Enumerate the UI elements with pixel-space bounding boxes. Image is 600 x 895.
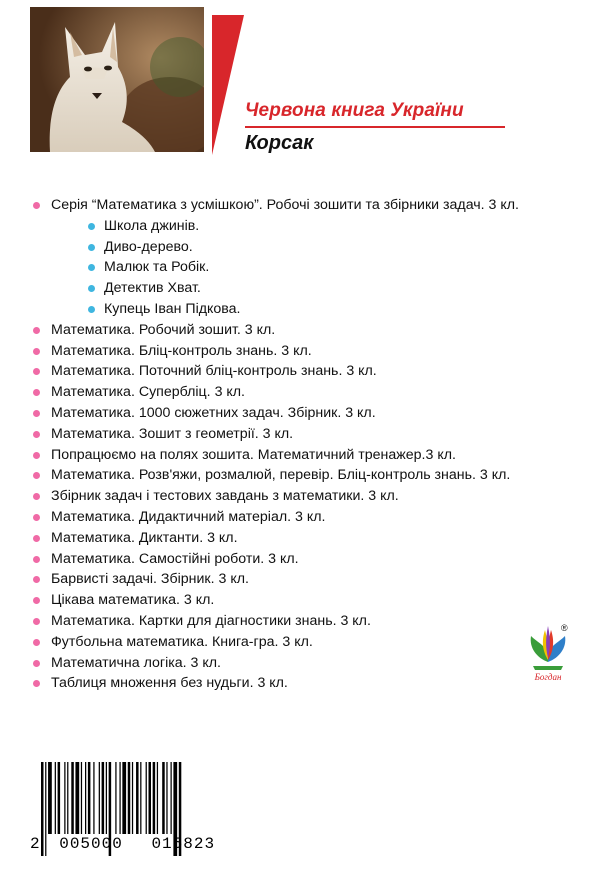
book-item-text: Математика. Самостійні роботи. 3 кл. bbox=[51, 550, 299, 567]
barcode-right-group: 015823 bbox=[151, 835, 216, 853]
barcode-bar bbox=[64, 762, 65, 834]
barcode-bar bbox=[136, 762, 139, 834]
book-item-text: Збірник задач і тестових завдань з математики. 3 кл. bbox=[51, 488, 399, 505]
book-list bbox=[33, 195, 598, 694]
barcode-bar bbox=[122, 762, 126, 834]
book-item bbox=[33, 424, 598, 445]
book-item bbox=[33, 465, 598, 486]
book-item bbox=[33, 507, 598, 528]
book-item-text: Цікава математика. 3 кл. bbox=[51, 592, 215, 609]
book-item-text: Серія “Математика з усмішкою”. Робочі зошити та збірники задач. 3 кл. bbox=[51, 197, 519, 213]
series-sub-item bbox=[88, 278, 598, 299]
barcode-bar bbox=[93, 762, 94, 834]
book-item-text: Футбольна математика. Книга-гра. 3 кл. bbox=[51, 633, 313, 650]
bullet-icon bbox=[33, 680, 40, 687]
barcode-bar bbox=[102, 762, 105, 834]
bullet-icon bbox=[33, 535, 40, 542]
barcode-bar bbox=[162, 762, 165, 834]
book-item bbox=[33, 653, 598, 674]
series-sub-item-text: Детектив Хват. bbox=[104, 280, 201, 297]
publisher-logo-text: Богдан bbox=[534, 672, 562, 682]
book-item-text: Барвисті задачі. Збірник. 3 кл. bbox=[51, 571, 249, 588]
barcode-bar bbox=[166, 762, 167, 834]
book-item bbox=[33, 528, 598, 549]
bullet-icon bbox=[33, 639, 40, 646]
barcode-first-digit: 2 bbox=[30, 835, 41, 853]
book-item-text: Математика. 1000 сюжетних задач. Збірник. 3 кл. bbox=[51, 404, 376, 421]
book-item bbox=[33, 673, 598, 694]
bullet-icon bbox=[33, 327, 40, 334]
bullet-icon bbox=[33, 660, 40, 667]
barcode-bar bbox=[75, 762, 79, 834]
book-item-text: Математика. Супербліц. 3 кл. bbox=[51, 384, 245, 401]
barcode-bar bbox=[171, 762, 172, 834]
barcode-bar bbox=[81, 762, 82, 834]
bullet-icon bbox=[88, 264, 95, 271]
bullet-icon bbox=[88, 306, 95, 313]
bullet-icon bbox=[33, 368, 40, 375]
barcode-bar bbox=[119, 762, 120, 834]
book-item bbox=[33, 320, 598, 341]
book-item-text: Математика. Розв'яжи, розмалюй, перевір. Бліц-контроль знань. 3 кл. bbox=[51, 467, 511, 484]
book-item bbox=[33, 611, 598, 632]
book-item bbox=[33, 382, 598, 403]
barcode-bar bbox=[55, 762, 56, 834]
barcode-bar bbox=[88, 762, 91, 834]
book-item-text: Математична логіка. 3 кл. bbox=[51, 654, 221, 671]
bullet-icon bbox=[33, 597, 40, 604]
book-item-text: Математика. Диктанти. 3 кл. bbox=[51, 529, 238, 546]
barcode-bar bbox=[67, 762, 68, 834]
bullet-icon bbox=[33, 410, 40, 417]
barcode-number bbox=[30, 835, 215, 853]
series-sub-item bbox=[88, 299, 598, 320]
book-item-text: Математика. Картки для діагностики знань. 3 кл. bbox=[51, 612, 371, 629]
barcode-bar bbox=[132, 762, 133, 834]
book-item bbox=[33, 195, 598, 216]
series-title: Червона книга України bbox=[245, 100, 464, 121]
bullet-icon bbox=[88, 223, 95, 230]
barcode-bar bbox=[58, 762, 61, 834]
series-sub-item bbox=[88, 257, 598, 278]
series-sub-item bbox=[88, 216, 598, 237]
book-item bbox=[33, 361, 598, 382]
book-item-text: Математика. Робочий зошит. 3 кл. bbox=[51, 321, 276, 338]
bullet-icon bbox=[33, 514, 40, 521]
book-item-text: Математика. Зошит з геометрії. 3 кл. bbox=[51, 425, 294, 442]
bullet-icon bbox=[33, 389, 40, 396]
barcode-bar bbox=[71, 762, 74, 834]
bullet-icon bbox=[33, 348, 40, 355]
bullet-icon bbox=[33, 202, 40, 209]
publisher-logo bbox=[523, 622, 573, 684]
bullet-icon bbox=[33, 431, 40, 438]
book-item bbox=[33, 569, 598, 590]
title-divider bbox=[245, 126, 505, 128]
corsac-fox-photo bbox=[30, 7, 204, 152]
barcode-bar bbox=[106, 762, 107, 834]
book-item bbox=[33, 403, 598, 424]
series-sub-item bbox=[88, 237, 598, 258]
barcode-bar bbox=[149, 762, 152, 834]
book-item-text: Математика. Поточний бліц-контроль знань. 3 кл. bbox=[51, 363, 377, 380]
barcode-bar bbox=[48, 762, 52, 834]
barcode-left-group: 005000 bbox=[59, 835, 123, 853]
bullet-icon bbox=[88, 285, 95, 292]
barcode-bar bbox=[85, 762, 86, 834]
book-item-text: Попрацюємо на полях зошита. Математичний тренажер.3 кл. bbox=[51, 446, 456, 463]
barcode-bar bbox=[153, 762, 156, 834]
bullet-icon bbox=[33, 618, 40, 625]
series-sub-item-text: Школа джинів. bbox=[104, 217, 200, 234]
barcode-bar bbox=[99, 762, 100, 834]
book-item-text: Математика. Бліц-контроль знань. 3 кл. bbox=[51, 342, 312, 359]
book-item bbox=[33, 590, 598, 611]
book-item-text: Таблиця множення без нудьги. 3 кл. bbox=[51, 675, 288, 692]
barcode-bar bbox=[157, 762, 158, 834]
barcode-bar bbox=[146, 762, 147, 834]
bullet-icon bbox=[33, 472, 40, 479]
book-item bbox=[33, 445, 598, 466]
barcode-bar bbox=[115, 762, 116, 834]
series-sub-item-text: Малюк та Робік. bbox=[104, 259, 210, 276]
barcode-bar bbox=[128, 762, 131, 834]
bullet-icon bbox=[33, 493, 40, 500]
book-item bbox=[33, 632, 598, 653]
book-title: Корсак bbox=[245, 132, 314, 154]
book-item bbox=[33, 341, 598, 362]
barcode-bar bbox=[140, 762, 141, 834]
bullet-icon bbox=[33, 576, 40, 583]
series-sublist bbox=[33, 216, 598, 320]
book-item bbox=[33, 549, 598, 570]
book-item bbox=[33, 486, 598, 507]
bullet-icon bbox=[88, 244, 95, 251]
registered-mark: ® bbox=[561, 623, 568, 633]
book-item-text: Математика. Дидактичний матеріал. 3 кл. bbox=[51, 508, 326, 525]
bullet-icon bbox=[33, 556, 40, 563]
series-sub-item-text: Диво-дерево. bbox=[104, 238, 193, 255]
bullet-icon bbox=[33, 452, 40, 459]
series-sub-item-text: Купець Іван Підкова. bbox=[104, 300, 241, 317]
